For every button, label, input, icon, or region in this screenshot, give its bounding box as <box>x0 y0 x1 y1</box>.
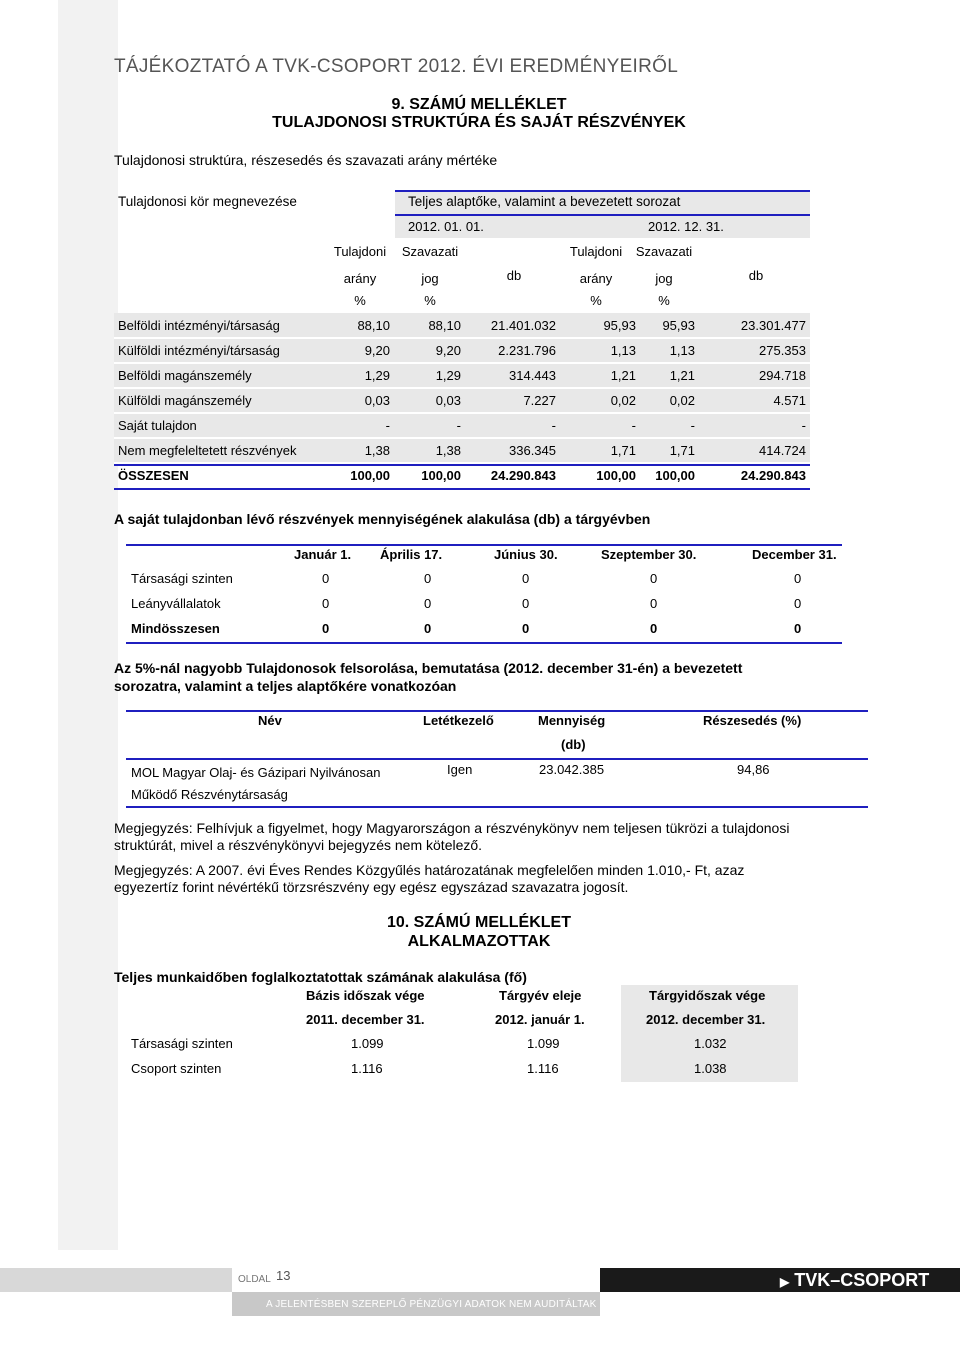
table-row-label: Belföldi intézményi/társaság <box>118 318 280 333</box>
own-shares-heading: A saját tulajdonban lévő részvények mennyiségének alakulása (db) a tárgyévben <box>114 511 651 527</box>
page-header-title: TÁJÉKOZTATÓ A TVK-CSOPORT 2012. ÉVI EREDMÉNYEIRŐL <box>114 56 679 77</box>
table-row-label: Külföldi magánszemély <box>118 393 252 408</box>
left-margin-band <box>58 0 118 1250</box>
major-col-custodian: Letétkezelő <box>423 713 494 728</box>
employees-cell: 1.116 <box>527 1061 559 1076</box>
subheader-pct-4: % <box>658 293 670 308</box>
table-cell: 336.345 <box>509 443 556 458</box>
table-row-label: Nem megfeleltetett részvények <box>118 443 297 458</box>
employees-cell: 1.038 <box>694 1061 727 1076</box>
own-shares-total-cell: 0 <box>424 621 432 636</box>
table-cell: 414.724 <box>759 443 806 458</box>
annex9-title-line1: 9. SZÁMÚ MELLÉKLET <box>391 96 567 113</box>
table-cell: - <box>385 418 390 433</box>
emp-row-group: Csoport szinten <box>131 1061 222 1076</box>
table-cell: 314.443 <box>509 368 556 383</box>
note-1: Megjegyzés: Felhívjuk a figyelmet, hogy Magyarországon a részvénykönyv nem teljesen tükrözi a tulajdonosi struktúrát, mivel a részvénykönyvi bejegyzés nem kötelező. <box>114 820 790 853</box>
table-cell: 1,38 <box>364 443 390 458</box>
table-cell: 1,13 <box>610 343 636 358</box>
table-cell: - <box>456 418 461 433</box>
table-cell: 9,20 <box>435 343 461 358</box>
table-cell: 0,02 <box>610 393 636 408</box>
table-cell: 88,10 <box>428 318 461 333</box>
employees-cell: 1.099 <box>527 1036 560 1051</box>
table-row-bg <box>114 413 810 437</box>
total-cell: 24.290.843 <box>490 468 556 483</box>
table-cell: 1,21 <box>669 368 695 383</box>
total-cell: 100,00 <box>350 468 390 483</box>
table-row-label: Belföldi magánszemély <box>118 368 252 383</box>
emp-col-start: Tárgyév eleje <box>499 988 582 1003</box>
subheader-db-2: db <box>748 268 764 283</box>
emp-col-base-date: 2011. december 31. <box>306 1012 425 1027</box>
own-shares-row-company: Társasági szinten <box>131 571 233 586</box>
play-arrow-icon: ▶ <box>780 1275 790 1289</box>
table-cell: 1,38 <box>435 443 461 458</box>
table-cell: 23.301.477 <box>740 318 806 333</box>
own-shares-cell: 0 <box>424 571 432 586</box>
major-col-quantity: Mennyiség <box>538 713 606 728</box>
table-cell: 88,10 <box>357 318 390 333</box>
major-col-quantity-unit: (db) <box>561 737 586 752</box>
brand-logo: ▶ TVK–CSOPORT <box>780 1270 930 1290</box>
emp-col-base: Bázis időszak vége <box>306 988 425 1003</box>
own-shares-col-dec: December 31. <box>752 547 837 562</box>
table-cell: 2.231.796 <box>498 343 556 358</box>
own-shares-col-jun: Június 30. <box>494 547 558 562</box>
table-cell: 0,03 <box>435 393 461 408</box>
own-shares-row-total: Mindösszesen <box>131 621 220 636</box>
subheader-pct-3: % <box>590 293 602 308</box>
annex10-title: 10. SZÁMÚ MELLÉKLET ALKALMAZOTTAK <box>386 914 571 950</box>
table-cell: - <box>631 418 636 433</box>
own-shares-cell: 0 <box>650 571 658 586</box>
page-label: OLDAL <box>238 1274 271 1285</box>
table-cell: 1,71 <box>669 443 695 458</box>
own-shares-cell: 0 <box>522 571 530 586</box>
table-cell: 275.353 <box>759 343 806 358</box>
date-header-1: 2012. 01. 01. <box>408 219 484 234</box>
major-holder-custodian: Igen <box>447 762 473 777</box>
note-2: Megjegyzés: A 2007. évi Éves Rendes Közgyűlés határozatának megfelelően minden 1.010,- Ft, azaz egyezertíz forint névértékű törzsrészvény egy egész egyszázad szavazatra jogosít. <box>114 862 745 895</box>
own-shares-total-cell: 0 <box>522 621 530 636</box>
emp-col-end: Tárgyidőszak vége <box>649 988 766 1003</box>
own-shares-row-subsidiaries: Leányvállalatok <box>131 596 221 611</box>
table-cell: 0,02 <box>669 393 695 408</box>
table-cell: 1,71 <box>610 443 636 458</box>
subheader-pct-2: % <box>424 293 436 308</box>
own-shares-total-cell: 0 <box>650 621 658 636</box>
table-cell: - <box>551 418 556 433</box>
table-cell: 1,13 <box>669 343 695 358</box>
table-cell: 1,21 <box>610 368 636 383</box>
table-cell: 21.401.032 <box>490 318 556 333</box>
table-cell: 1,29 <box>364 368 390 383</box>
major-col-name: Név <box>258 713 282 728</box>
employees-heading: Teljes munkaidőben foglalkoztatottak számának alakulása (fő) <box>114 969 527 985</box>
total-cell: 100,00 <box>596 468 636 483</box>
major-holder-share: 94,86 <box>737 762 770 777</box>
table-cell: 95,93 <box>603 318 636 333</box>
own-shares-cell: 0 <box>794 596 802 611</box>
own-shares-cell: 0 <box>650 596 658 611</box>
total-cell: 100,00 <box>421 468 461 483</box>
employees-cell: 1.116 <box>351 1061 383 1076</box>
capital-header: Teljes alaptőke, valamint a bevezetett sorozat <box>408 194 681 209</box>
own-shares-total-cell: 0 <box>322 621 330 636</box>
major-holder-name: MOL Magyar Olaj- és Gázipari Nyilvánosan Működő Részvénytársaság <box>131 765 381 802</box>
audit-disclaimer: A JELENTÉSBEN SZEREPLŐ PÉNZÜGYI ADATOK NEM AUDITÁLTAK <box>266 1299 597 1310</box>
own-shares-cell: 0 <box>522 596 530 611</box>
table-cell: 95,93 <box>662 318 695 333</box>
annex9-title <box>114 96 844 132</box>
table-cell: 4.571 <box>773 393 806 408</box>
own-shares-col-jan: Január 1. <box>294 547 352 562</box>
subheader-ownership-2: Tulajdoni arány <box>569 244 623 286</box>
date-header-2: 2012. 12. 31. <box>648 219 724 234</box>
table-cell: 7.227 <box>523 393 556 408</box>
table-row-label: Külföldi intézményi/társaság <box>118 343 280 358</box>
table-cell: 294.718 <box>759 368 806 383</box>
own-shares-cell: 0 <box>322 571 330 586</box>
own-shares-col-sep: Szeptember 30. <box>601 547 697 562</box>
employees-cell: 1.032 <box>694 1036 727 1051</box>
table-cell: 0,03 <box>364 393 390 408</box>
subheader-db-1: db <box>506 268 522 283</box>
emp-col-start-date: 2012. január 1. <box>495 1012 585 1027</box>
major-col-share: Részesedés (%) <box>703 713 802 728</box>
total-cell: 24.290.843 <box>740 468 806 483</box>
page-number: 13 <box>276 1268 291 1283</box>
total-row-label: ÖSSZESEN <box>118 468 189 483</box>
own-shares-cell: 0 <box>424 596 432 611</box>
own-shares-cell: 0 <box>794 571 802 586</box>
major-holder-quantity: 23.042.385 <box>539 762 605 777</box>
own-shares-total-cell: 0 <box>794 621 802 636</box>
emp-row-company: Társasági szinten <box>131 1036 233 1051</box>
subheader-voting-1: Szavazati jog <box>401 244 459 286</box>
total-cell: 100,00 <box>655 468 695 483</box>
emp-col-end-date: 2012. december 31. <box>646 1012 766 1027</box>
annex9-subtitle: Tulajdonosi struktúra, részesedés és szavazati arány mértéke <box>114 152 498 168</box>
employees-cell: 1.099 <box>351 1036 384 1051</box>
subheader-voting-2: Szavazati jog <box>635 244 693 286</box>
own-shares-col-apr: Április 17. <box>380 547 443 562</box>
table-cell: - <box>690 418 695 433</box>
table-cell: - <box>801 418 806 433</box>
table-cell: 1,29 <box>435 368 461 383</box>
subheader-ownership-1: Tulajdoni arány <box>333 244 387 286</box>
annex9-title-line2: TULAJDONOSI STRUKTÚRA ÉS SAJÁT RÉSZVÉNYEK <box>272 114 686 131</box>
subheader-pct-1: % <box>354 293 366 308</box>
owner-group-header: Tulajdonosi kör megnevezése <box>118 194 297 209</box>
own-shares-cell: 0 <box>322 596 330 611</box>
table-cell: 9,20 <box>364 343 390 358</box>
major-holders-heading: Az 5%-nál nagyobb Tulajdonosok felsorolása, bemutatása (2012. december 31-én) a bevezetett sorozatra, valamint a teljes alaptőkére vonatkozóan <box>114 660 743 694</box>
table-row-label: Saját tulajdon <box>118 418 197 433</box>
